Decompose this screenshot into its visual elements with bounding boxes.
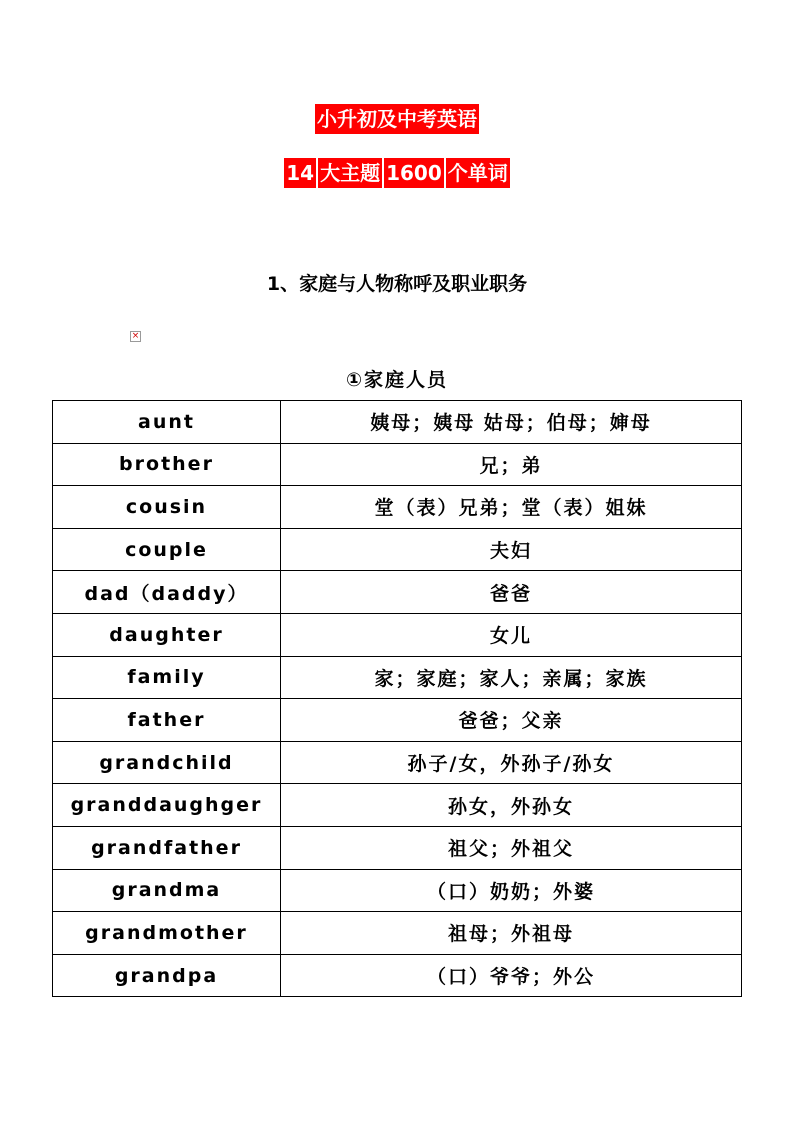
english-word: brother (53, 443, 281, 486)
table-row (53, 401, 742, 444)
table-row (53, 699, 742, 742)
english-word: father (53, 699, 281, 742)
english-word: grandmother (53, 912, 281, 955)
chinese-meaning: 孙女，外孙女 (281, 784, 742, 827)
table-row (53, 656, 742, 699)
english-word: granddaughger (53, 784, 281, 827)
table-row (53, 784, 742, 827)
chinese-meaning: 祖母；外祖母 (281, 912, 742, 955)
chinese-meaning: 兄；弟 (281, 443, 742, 486)
english-word: family (53, 656, 281, 699)
table-row (53, 869, 742, 912)
title-highlight-topics: 大主题 (318, 158, 382, 188)
chinese-meaning: 孙子/女，外孙子/孙女 (281, 741, 742, 784)
chinese-meaning: （口）爷爷；外公 (281, 954, 742, 997)
document-title-line-1 (0, 104, 794, 134)
table-row (53, 613, 742, 656)
table-row (53, 741, 742, 784)
chinese-meaning: 堂（表）兄弟；堂（表）姐妹 (281, 486, 742, 529)
chinese-meaning: 爸爸 (281, 571, 742, 614)
chinese-meaning: （口）奶奶；外婆 (281, 869, 742, 912)
english-word: aunt (53, 401, 281, 444)
table-row (53, 912, 742, 955)
chinese-meaning: 夫妇 (281, 528, 742, 571)
chinese-meaning: 家；家庭；家人；亲属；家族 (281, 656, 742, 699)
english-word: daughter (53, 613, 281, 656)
table-row (53, 528, 742, 571)
document-title-line-2 (0, 158, 794, 188)
title-highlight-number-words: 1600 (384, 158, 444, 188)
chinese-meaning: 祖父；外祖父 (281, 826, 742, 869)
vocabulary-table (52, 400, 742, 997)
broken-image-icon: × (131, 331, 140, 341)
english-word: dad（daddy） (53, 571, 281, 614)
table-row (53, 486, 742, 529)
table-row (53, 571, 742, 614)
table-row (53, 954, 742, 997)
title-highlight: 小升初及中考英语 (315, 104, 479, 134)
chinese-meaning: 女儿 (281, 613, 742, 656)
sub-heading: ①家庭人员 (345, 369, 449, 391)
table-row (53, 443, 742, 486)
table-row (53, 826, 742, 869)
english-word: cousin (53, 486, 281, 529)
chinese-meaning: 姨母；姨母 姑母；伯母；婶母 (281, 401, 742, 444)
english-word: couple (53, 528, 281, 571)
english-word: grandma (53, 869, 281, 912)
chinese-meaning: 爸爸；父亲 (281, 699, 742, 742)
english-word: grandpa (53, 954, 281, 997)
title-highlight-words: 个单词 (446, 158, 510, 188)
title-highlight-number-topics: 14 (284, 158, 316, 188)
section-heading: 1、家庭与人物称呼及职业职务 (266, 273, 528, 295)
english-word: grandchild (53, 741, 281, 784)
english-word: grandfather (53, 826, 281, 869)
